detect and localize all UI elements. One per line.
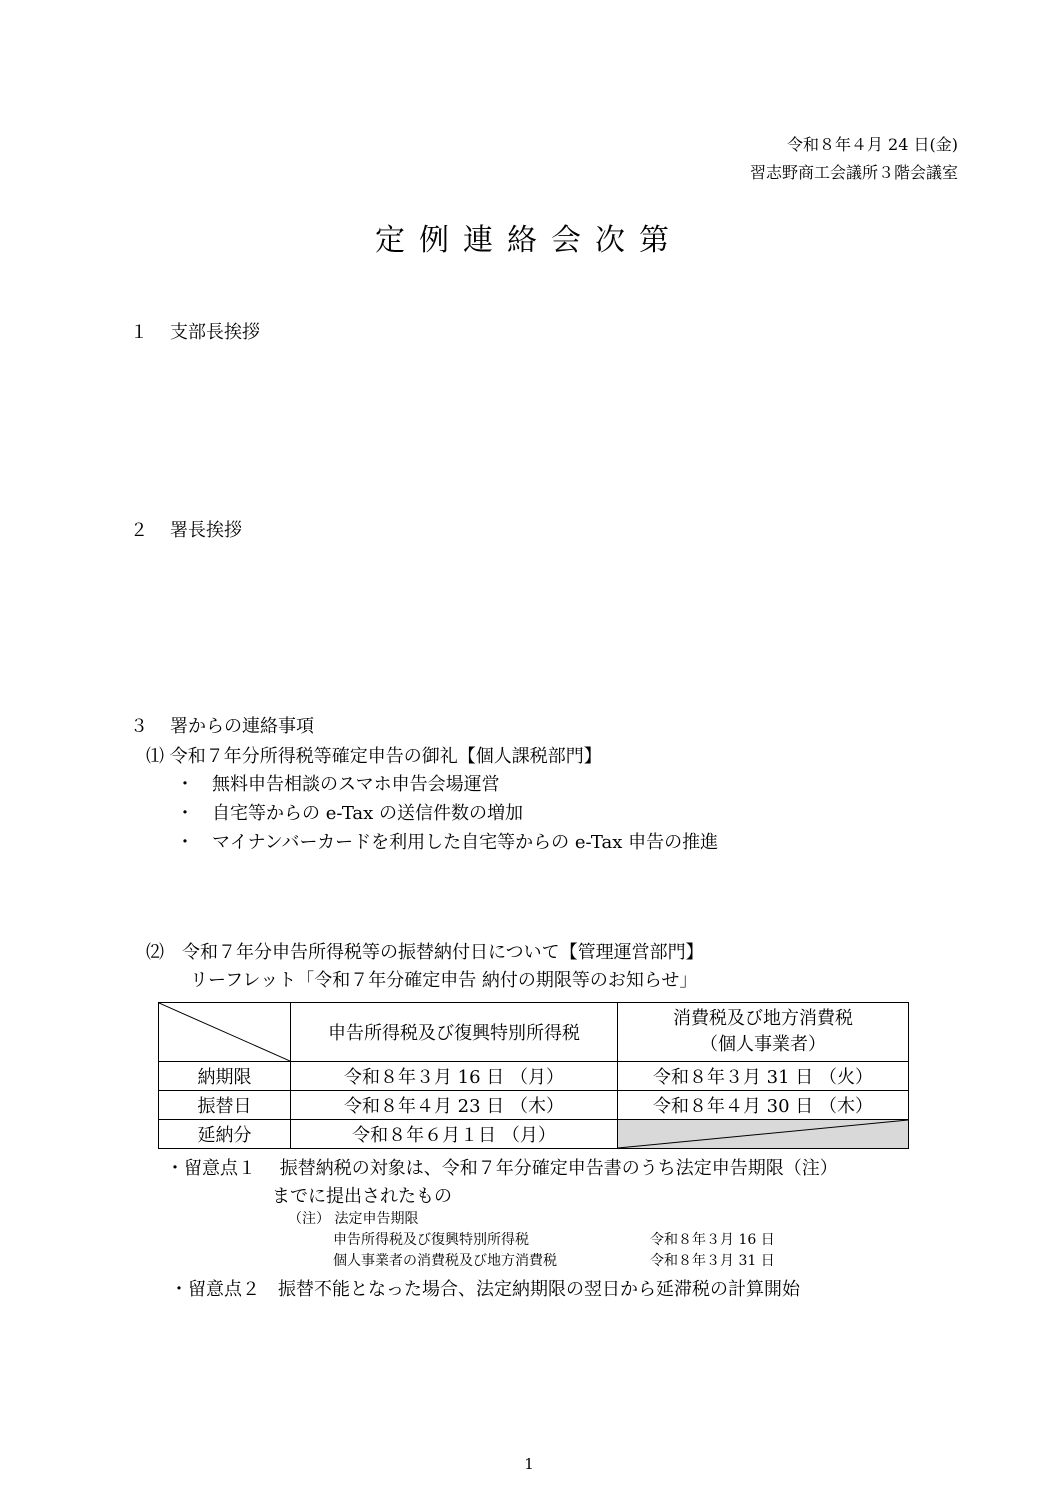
subsection-2-title: ⑵ 令和７年分申告所得税等の振替納付日について【管理運営部門】 [146, 942, 704, 963]
footnote-label: 個人事業者の消費税及び地方消費税 [333, 1253, 557, 1269]
row-label: 延納分 [159, 1120, 291, 1149]
footnote-label: 申告所得税及び復興特別所得税 [333, 1232, 529, 1248]
note-2: ・留意点２ 振替不能となった場合、法定納期限の翌日から延滞税の計算開始 [170, 1279, 800, 1300]
section-1-title: 支部長挨拶 [170, 322, 260, 343]
meeting-venue: 習志野商工会議所３階会議室 [749, 163, 958, 182]
header-corner-cell [159, 1003, 291, 1062]
page-number: 1 [524, 1455, 534, 1473]
section-2-title: 署長挨拶 [170, 520, 242, 541]
table-row [159, 1091, 909, 1120]
column-header-line: 消費税及び地方消費税 [673, 1008, 853, 1029]
table-row [159, 1062, 909, 1091]
section-3-title: 署からの連絡事項 [170, 716, 314, 737]
list-item: マイナンバーカードを利用した自宅等からの e-Tax 申告の推進 [212, 832, 719, 853]
section-3-number: ３ [130, 716, 148, 737]
note-1-continued: までに提出されたもの [272, 1186, 452, 1207]
payment-schedule-table [158, 1002, 909, 1149]
section-2-number: ２ [130, 520, 148, 541]
empty-shaded-cell [618, 1120, 909, 1149]
table-cell: 令和８年３月 31 日 （火） [618, 1062, 909, 1091]
meeting-date: 令和８年４月 24 日(金) [786, 135, 958, 154]
diagonal-line [618, 1120, 908, 1148]
table-cell: 令和８年４月 23 日 （木） [291, 1091, 618, 1120]
table-cell: 令和８年３月 16 日 （月） [291, 1062, 618, 1091]
table-cell: 令和８年６月１日 （月） [291, 1120, 618, 1149]
column-header-income-tax: 申告所得税及び復興特別所得税 [291, 1003, 618, 1062]
table-cell: 令和８年４月 30 日 （木） [618, 1091, 909, 1120]
document-title: 定例連絡会次第 [375, 223, 683, 258]
row-label: 納期限 [159, 1062, 291, 1091]
list-item: 自宅等からの e-Tax の送信件数の増加 [212, 803, 524, 824]
column-header-consumption-tax [618, 1003, 909, 1062]
leaflet-reference: リーフレット「令和７年分確定申告 納付の期限等のお知らせ」 [190, 970, 698, 991]
bullet: ・ [176, 803, 194, 824]
column-header-line: （個人事業者） [700, 1034, 826, 1055]
bullet: ・ [176, 832, 194, 853]
footnote-date: 令和８年３月 31 日 [650, 1253, 775, 1269]
note-1: ・留意点１ 振替納税の対象は、令和７年分確定申告書のうち法定申告期限（注） [166, 1158, 838, 1179]
table-row [159, 1120, 909, 1149]
diagonal-line [159, 1003, 290, 1061]
footnote-heading: （注） 法定申告期限 [288, 1211, 419, 1227]
list-item: 無料申告相談のスマホ申告会場運営 [212, 774, 500, 795]
bullet: ・ [176, 774, 194, 795]
section-1-number: １ [130, 322, 148, 343]
subsection-1-title: ⑴ 令和７年分所得税等確定申告の御礼【個人課税部門】 [146, 746, 602, 767]
footnote-date: 令和８年３月 16 日 [650, 1232, 775, 1248]
row-label: 振替日 [159, 1091, 291, 1120]
